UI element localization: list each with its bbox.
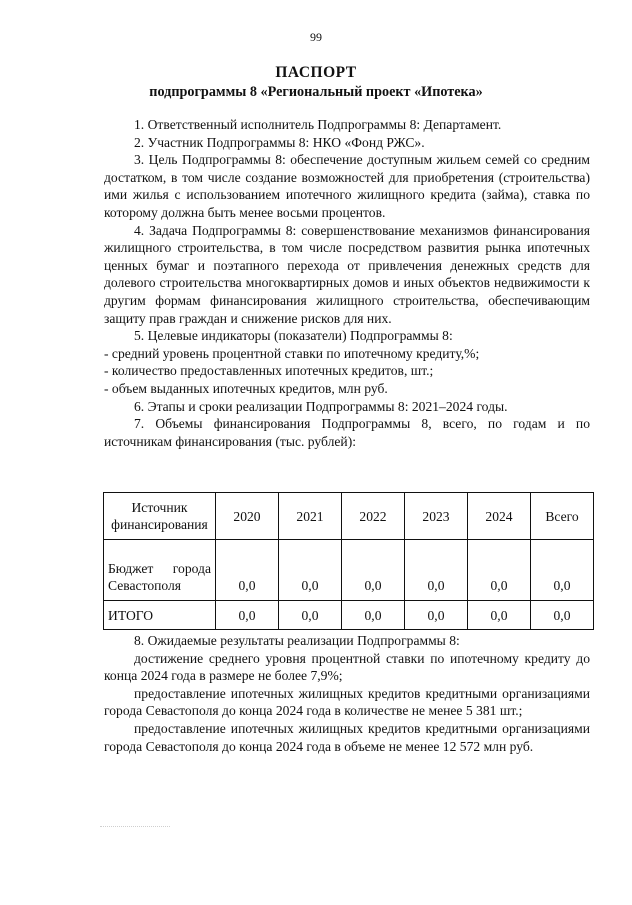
table-cell: 0,0 <box>468 540 531 601</box>
item-indicators: 5. Целевые индикаторы (показатели) Подпрограммы 8: <box>134 328 453 344</box>
header-year: 2022 <box>342 493 405 540</box>
item-goal: 3. Цель Подпрограммы 8: обеспечение доступным жильем семей со средним достатком, в том числе создание возможностей для приобретения (строительства) ими жилья с использованием ипотечного жилищного кредита (займа), ставка по которому должна быть менее восьми процентов. <box>104 152 590 220</box>
result-loan-volume: предоставление ипотечных жилищных кредитов кредитными организациями города Севастополя до конца 2024 года в объеме не менее 12 572 млн руб. <box>104 720 590 754</box>
table-row <box>104 601 594 630</box>
result-loan-count: предоставление ипотечных жилищных кредитов кредитными организациями города Севастополя до конца 2024 года в количестве не менее 5 381 шт.; <box>104 685 590 719</box>
item-participant: 2. Участник Подпрограммы 8: НКО «Фонд РЖС». <box>134 134 425 150</box>
table-cell: 0,0 <box>531 540 594 601</box>
header-total: Всего <box>531 493 594 540</box>
table-cell: 0,0 <box>405 601 468 630</box>
header-year: 2023 <box>405 493 468 540</box>
table-cell: 0,0 <box>216 540 279 601</box>
table-cell: 0,0 <box>342 601 405 630</box>
page-number: 99 <box>310 30 322 44</box>
passport-items <box>104 116 590 450</box>
indicator-bullet: - количество предоставленных ипотечных кредитов, шт.; <box>104 363 434 379</box>
scan-artifact <box>100 826 170 829</box>
table-row <box>104 540 594 601</box>
table-cell: 0,0 <box>279 601 342 630</box>
financing-table <box>103 492 594 630</box>
table-cell: 0,0 <box>531 601 594 630</box>
header-year: 2021 <box>279 493 342 540</box>
table-cell: 0,0 <box>342 540 405 601</box>
expected-results <box>104 632 590 755</box>
header-year: 2020 <box>216 493 279 540</box>
table-cell: 0,0 <box>216 601 279 630</box>
indicator-bullet: - средний уровень процентной ставки по ипотечному кредиту,%; <box>104 345 480 361</box>
results-heading: 8. Ожидаемые результаты реализации Подпрограммы 8: <box>134 633 460 648</box>
table-cell: 0,0 <box>405 540 468 601</box>
item-responsible-executor: 1. Ответственный исполнитель Подпрограммы 8: Департамент. <box>134 117 502 132</box>
header-year: 2024 <box>468 493 531 540</box>
table-cell: 0,0 <box>279 540 342 601</box>
table-cell: 0,0 <box>468 601 531 630</box>
result-interest-rate: достижение среднего уровня процентной ставки по ипотечному кредиту до конца 2024 года в размере не более 7,9%; <box>104 650 590 684</box>
header-source: Источник финансирования <box>104 493 216 540</box>
item-stages: 6. Этапы и сроки реализации Подпрограммы 8: 2021–2024 годы. <box>134 398 508 414</box>
indicator-bullet: - объем выданных ипотечных кредитов, млн руб. <box>104 380 388 396</box>
document-subtitle: подпрограммы 8 «Региональный проект «Ипотека» <box>149 84 483 100</box>
item-financing: 7. Объемы финансирования Подпрограммы 8, всего, по годам и по источникам финансирования (тыс. рублей): <box>104 416 590 449</box>
row-source: ИТОГО <box>104 601 216 630</box>
table-header-row <box>104 493 594 540</box>
row-source: Бюджет города Севастополя <box>104 540 216 601</box>
document-title: ПАСПОРТ <box>275 64 357 81</box>
item-task: 4. Задача Подпрограммы 8: совершенствование механизмов финансирования жилищного строительства, в том числе посредством развития рынка ипотечных ценных бумаг и поэтапного перехода от привлечения денежных средств для долевого строительства многоквартирных домов и иных объектов недвижимости к другим формам финансирования жилищного строительства, обеспечивающим защиту прав граждан и снижение рисков для них. <box>104 222 590 326</box>
